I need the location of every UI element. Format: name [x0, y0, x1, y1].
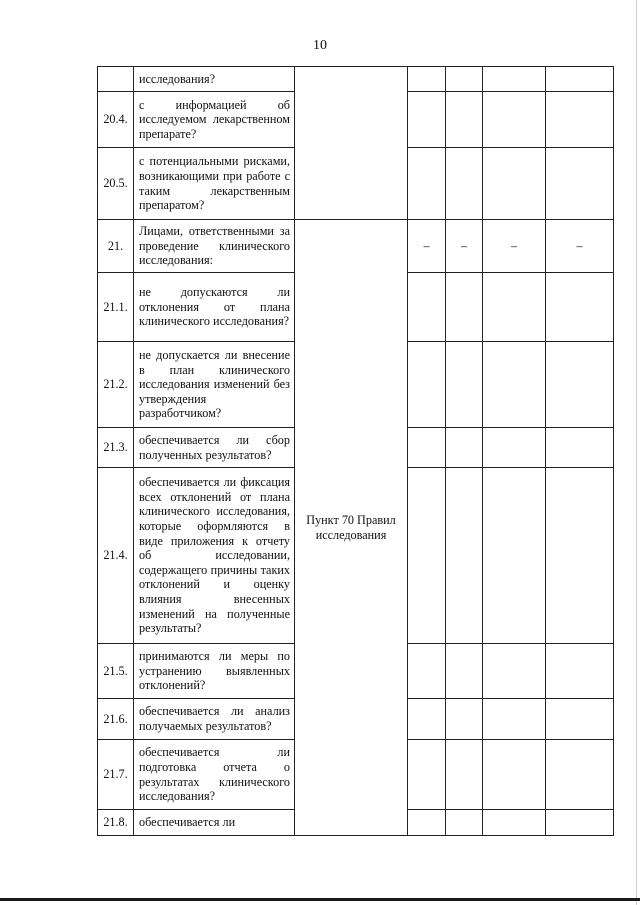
- answer-cell[interactable]: [483, 810, 546, 836]
- question-text: принимаются ли меры по устранению выявленных отклонений?: [139, 649, 290, 693]
- answer-cell[interactable]: [483, 148, 546, 220]
- checklist-body: [98, 67, 614, 836]
- answer-cell[interactable]: [408, 342, 446, 428]
- question-text: не допускаются ли отклонения от плана клинического исследования?: [139, 285, 290, 329]
- item-number: 21.7.: [98, 740, 134, 810]
- scan-edge: [636, 0, 637, 905]
- answer-cell[interactable]: [446, 342, 483, 428]
- answer-cell[interactable]: [546, 428, 614, 468]
- question-cell: [134, 342, 295, 428]
- question-cell: [134, 67, 295, 92]
- answer-cell[interactable]: [446, 468, 483, 644]
- answer-cell[interactable]: [483, 92, 546, 148]
- answer-cell[interactable]: [483, 740, 546, 810]
- answer-cell[interactable]: [483, 644, 546, 699]
- item-number: 21.4.: [98, 468, 134, 644]
- answer-cell[interactable]: [546, 699, 614, 740]
- answer-cell[interactable]: [483, 428, 546, 468]
- page-number: 10: [313, 38, 327, 53]
- answer-cell[interactable]: [408, 810, 446, 836]
- table-row: [98, 67, 614, 92]
- answer-cell[interactable]: [408, 644, 446, 699]
- question-cell: [134, 699, 295, 740]
- question-cell: [134, 148, 295, 220]
- answer-cell[interactable]: [483, 468, 546, 644]
- item-number: 21.8.: [98, 810, 134, 836]
- checklist-table: [97, 66, 614, 836]
- question-cell: [134, 810, 295, 836]
- answer-cell[interactable]: [483, 342, 546, 428]
- question-text: обеспечивается ли подготовка отчета о результатах клинического исследования?: [139, 745, 290, 804]
- answer-cell[interactable]: [446, 810, 483, 836]
- requirement-reference: Пункт 70 Правил исследования: [295, 220, 408, 836]
- answer-cell[interactable]: [446, 428, 483, 468]
- answer-cell[interactable]: [546, 92, 614, 148]
- answer-cell[interactable]: [446, 740, 483, 810]
- item-number: 21.5.: [98, 644, 134, 699]
- answer-cell[interactable]: [483, 67, 546, 92]
- question-cell: [134, 220, 295, 273]
- answer-cell[interactable]: [546, 342, 614, 428]
- question-text: Лицами, ответственными за проведение клинического исследования:: [139, 224, 290, 268]
- answer-cell[interactable]: [408, 67, 446, 92]
- answer-cell[interactable]: [408, 92, 446, 148]
- question-text: обеспечивается ли фиксация всех отклонений от плана клинического исследования, которые оформляются в виде приложения к отчету об исследовании, содержащего причины таких отклонений и оценку влияния внесенных изменений на полученные результаты?: [139, 475, 290, 636]
- question-cell: [134, 428, 295, 468]
- answer-cell[interactable]: [408, 428, 446, 468]
- answer-cell[interactable]: [446, 644, 483, 699]
- answer-cell[interactable]: [446, 67, 483, 92]
- scan-edge-bottom: [0, 898, 640, 901]
- question-text: с потенциальными рисками, возникающими при работе с таким лекарственным препаратом?: [139, 154, 290, 213]
- answer-cell[interactable]: [446, 699, 483, 740]
- answer-cell[interactable]: –: [408, 220, 446, 273]
- question-cell: [134, 644, 295, 699]
- answer-cell[interactable]: [446, 92, 483, 148]
- answer-cell[interactable]: [546, 273, 614, 342]
- answer-cell[interactable]: [408, 273, 446, 342]
- item-number: 21.6.: [98, 699, 134, 740]
- table-row: [98, 220, 614, 273]
- answer-cell[interactable]: –: [446, 220, 483, 273]
- item-number: 21.3.: [98, 428, 134, 468]
- question-text: с информацией об исследуемом лекарственном препарате?: [139, 97, 290, 141]
- answer-cell[interactable]: [546, 148, 614, 220]
- requirement-cell-empty: [295, 67, 408, 220]
- item-number: 21.: [98, 220, 134, 273]
- answer-cell[interactable]: [408, 699, 446, 740]
- item-number: [98, 67, 134, 92]
- question-text: исследования?: [139, 71, 216, 86]
- item-number: 21.1.: [98, 273, 134, 342]
- answer-cell[interactable]: [446, 273, 483, 342]
- item-number: 20.5.: [98, 148, 134, 220]
- question-text: обеспечивается ли анализ получаемых результатов?: [139, 704, 290, 733]
- answer-cell[interactable]: [408, 468, 446, 644]
- answer-cell[interactable]: –: [546, 220, 614, 273]
- question-text: обеспечивается ли сбор полученных результатов?: [139, 432, 290, 462]
- item-number: 20.4.: [98, 92, 134, 148]
- answer-cell[interactable]: [446, 148, 483, 220]
- question-text: обеспечивается ли: [139, 815, 236, 830]
- answer-cell[interactable]: [483, 273, 546, 342]
- answer-cell[interactable]: [408, 148, 446, 220]
- answer-cell[interactable]: –: [483, 220, 546, 273]
- item-number: 21.2.: [98, 342, 134, 428]
- question-cell: [134, 740, 295, 810]
- question-text: не допускается ли внесение в план клинического исследования изменений без утверждения разработчиком?: [139, 348, 290, 421]
- question-cell: [134, 468, 295, 644]
- answer-cell[interactable]: [546, 740, 614, 810]
- answer-cell[interactable]: [483, 699, 546, 740]
- answer-cell[interactable]: [546, 644, 614, 699]
- question-cell: [134, 273, 295, 342]
- answer-cell[interactable]: [546, 468, 614, 644]
- answer-cell[interactable]: [546, 810, 614, 836]
- answer-cell[interactable]: [546, 67, 614, 92]
- question-cell: [134, 92, 295, 148]
- answer-cell[interactable]: [408, 740, 446, 810]
